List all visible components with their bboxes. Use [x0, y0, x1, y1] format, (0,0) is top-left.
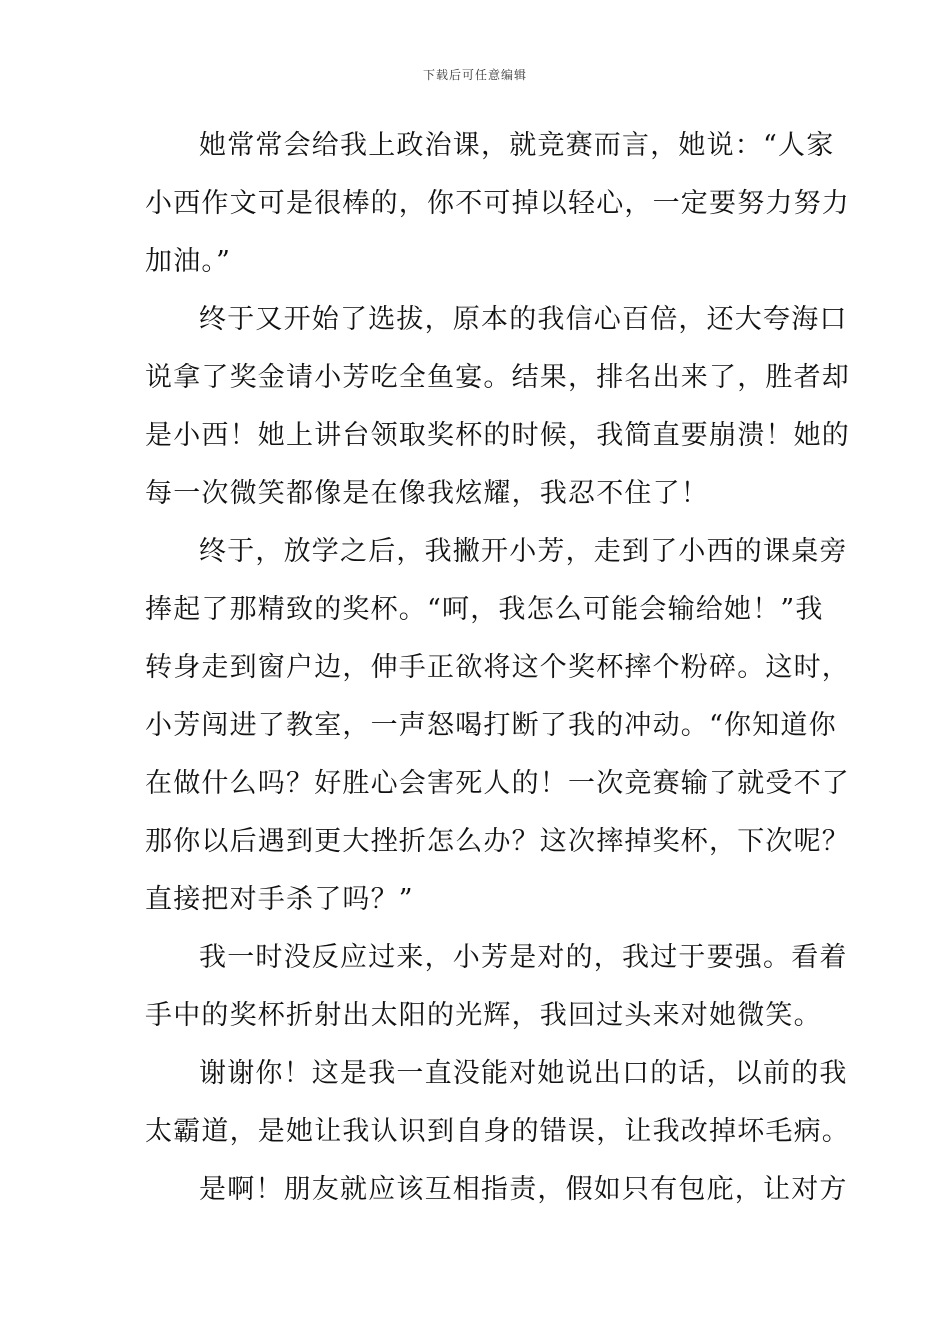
- text-line: 她常常会给我上政治课，就竞赛而言，她说：“人家: [199, 130, 835, 161]
- text-line: 终于又开始了选拔，原本的我信心百倍，还大夸海口: [199, 304, 848, 335]
- text-line: 小西作文可是很棒的，你不可掉以轻心，一定要努力努力: [145, 188, 850, 219]
- text-line: 说拿了奖金请小芳吃全鱼宴。结果，排名出来了，胜者却: [145, 362, 850, 393]
- text-line: 终于，放学之后，我撇开小芳，走到了小西的课桌旁: [199, 536, 848, 567]
- text-line: 那你以后遇到更大挫折怎么办？这次摔掉奖杯，下次呢？: [145, 826, 850, 857]
- text-line: 太霸道，是她让我认识到自身的错误，让我改掉坏毛病。: [145, 1116, 850, 1147]
- text-line: 捧起了那精致的奖杯。“呵，我怎么可能会输给她！”我: [145, 594, 824, 625]
- text-line: 我一时没反应过来，小芳是对的，我过于要强。看着: [199, 942, 848, 973]
- text-line: 小芳闯进了教室，一声怒喝打断了我的冲动。“你知道你: [145, 710, 837, 741]
- text-line: 直接把对手杀了吗？”: [145, 884, 414, 915]
- text-line: 每一次微笑都像是在像我炫耀，我忍不住了！: [145, 478, 709, 509]
- text-line: 转身走到窗户边，伸手正欲将这个奖杯摔个粉碎。这时，: [145, 652, 850, 683]
- text-line: 手中的奖杯折射出太阳的光辉，我回过头来对她微笑。: [145, 1000, 822, 1031]
- text-line: 是啊！朋友就应该互相指责，假如只有包庇，让对方: [199, 1174, 848, 1205]
- page-header: 下载后可任意编辑: [422, 68, 527, 82]
- text-line: 谢谢你！这是我一直没能对她说出口的话，以前的我: [199, 1058, 848, 1089]
- text-line: 在做什么吗？好胜心会害死人的！一次竞赛输了就受不了: [145, 768, 850, 799]
- text-line: 是小西！她上讲台领取奖杯的时候，我简直要崩溃！她的: [145, 420, 850, 451]
- text-line: 加油。”: [145, 246, 232, 277]
